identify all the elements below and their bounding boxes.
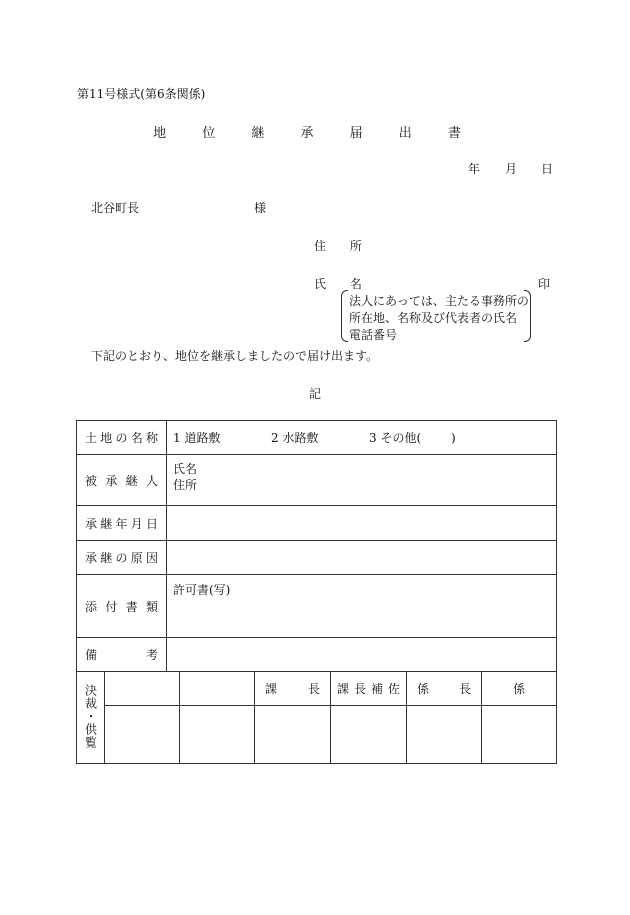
land-option-other: 3 その他( — [369, 431, 422, 445]
applicant-address-label: 住 所 — [314, 239, 372, 253]
succession-reason-field[interactable] — [167, 541, 557, 575]
approval-side-label — [77, 672, 105, 764]
land-option-other-close: ) — [451, 431, 456, 445]
table-row — [77, 541, 557, 575]
note-bracket-left — [341, 290, 348, 342]
land-name-label: 土地の名称 — [77, 421, 167, 455]
approval-header-unit-chief: 係長 — [407, 672, 482, 706]
approval-header-section-chief: 課長 — [255, 672, 331, 706]
ki-heading: 記 — [308, 387, 321, 401]
table-row — [77, 455, 557, 506]
table-row — [77, 421, 557, 455]
approval-side-text: 決裁・供覧 — [83, 683, 98, 749]
note-line: 法人にあっては、主たる事務所の — [349, 294, 529, 308]
attachment-label: 添付書類 — [77, 575, 167, 638]
date-month-label: 月 — [505, 162, 518, 176]
predecessor-address-label: 住所 — [173, 478, 198, 492]
remarks-field[interactable] — [167, 638, 557, 672]
approval-stamp-cell[interactable] — [331, 706, 407, 764]
land-option-road: 1 道路敷 — [173, 431, 221, 445]
approval-header-row — [77, 672, 557, 706]
attachment-field[interactable]: 許可書(写) — [167, 575, 557, 638]
date-year-label: 年 — [468, 162, 481, 176]
succession-date-field[interactable] — [167, 506, 557, 541]
date-day-label: 日 — [541, 162, 554, 176]
approval-header-deputy-chief: 課長補佐 — [331, 672, 407, 706]
seal-mark: 印 — [538, 277, 551, 291]
table-row — [77, 638, 557, 672]
approval-table — [76, 671, 557, 764]
table-row — [77, 506, 557, 541]
land-name-options[interactable] — [167, 421, 557, 455]
addressee-honorific: 様 — [254, 201, 267, 215]
approval-stamp-cell[interactable] — [180, 706, 255, 764]
succession-reason-label: 承継の原因 — [77, 541, 167, 575]
approval-stamp-row — [77, 706, 557, 764]
land-option-waterway: 2 水路敷 — [271, 431, 319, 445]
form-number-label: 第11号様式(第6条関係) — [77, 87, 206, 101]
approval-stamp-cell[interactable] — [105, 706, 180, 764]
remarks-label: 備考 — [77, 638, 167, 672]
approval-stamp-cell[interactable] — [482, 706, 557, 764]
approval-header-blank — [105, 672, 180, 706]
notification-table — [76, 420, 557, 672]
approval-stamp-cell[interactable] — [255, 706, 331, 764]
predecessor-label: 被承継人 — [77, 455, 167, 506]
predecessor-field[interactable] — [167, 455, 557, 506]
approval-header-blank — [180, 672, 255, 706]
addressee-name: 北谷町長 — [91, 201, 140, 215]
succession-date-label: 承継年月日 — [77, 506, 167, 541]
corporate-note-box — [341, 290, 531, 342]
approval-header-staff: 係 — [482, 672, 557, 706]
intro-text: 下記のとおり、地位を継承しましたので届け出ます。 — [91, 349, 379, 363]
table-row — [77, 575, 557, 638]
predecessor-name-label: 氏名 — [173, 462, 198, 476]
approval-stamp-cell[interactable] — [407, 706, 482, 764]
applicant-name-label: 氏 名 — [314, 277, 372, 291]
note-line: 所在地、名称及び代表者の氏名 — [349, 311, 518, 325]
document-title: 地 位 継 承 届 出 書 — [153, 126, 477, 141]
note-line: 電話番号 — [349, 328, 398, 342]
